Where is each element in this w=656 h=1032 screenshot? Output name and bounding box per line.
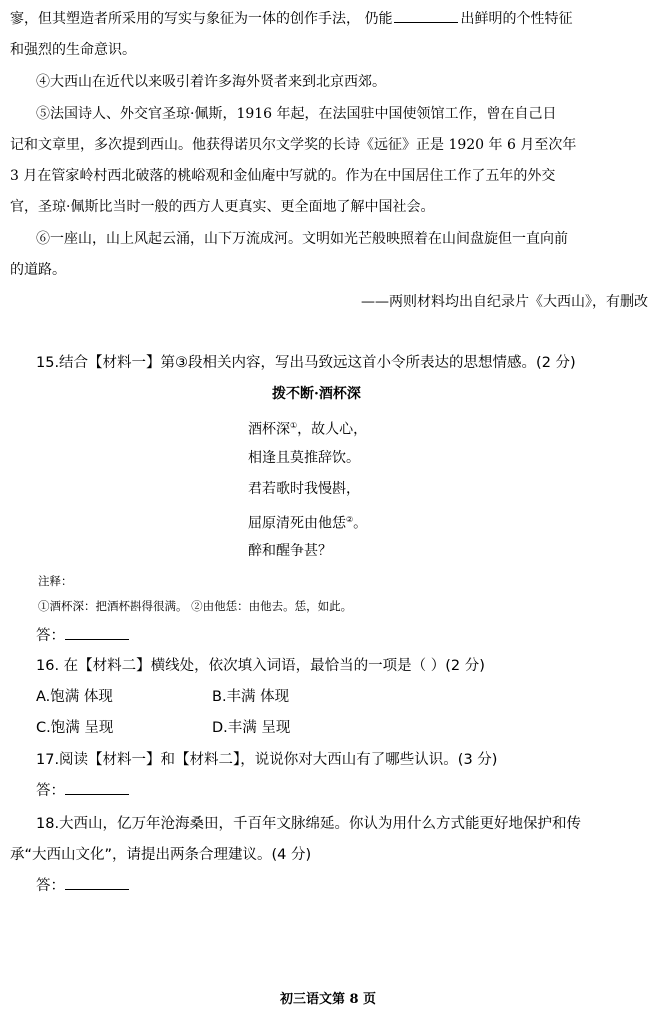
note-text: ①酒杯深：把酒杯斟得很满。 ②由他恁：由他去。恁，如此。 <box>38 599 353 613</box>
poem-line: 相逢且莫推辞饮。 <box>248 450 360 466</box>
question-18-cont: 承“大西山文化”，请提出两条合理建议。(4 分) <box>10 847 312 863</box>
option-a: A.饱满 体现 <box>36 689 113 705</box>
answer-line: 答： <box>36 875 129 897</box>
page-footer: 初三语文第 8 页 <box>279 992 377 1007</box>
poem-title: 拨不断·酒杯深 <box>272 386 361 402</box>
question-18: 18.大西山，亿万年沧海桑田，千百年文脉绵延。你认为用什么方式能更好地保护和传 <box>36 816 582 832</box>
option-d: D.丰满 呈现 <box>212 720 291 736</box>
source-note: ——两则材料均出自纪录片《大西山》，有删改 <box>361 294 648 310</box>
answer-line: 答： <box>36 625 129 647</box>
poem-line: 酒杯深①，故人心， <box>248 421 368 438</box>
answer-blank[interactable] <box>65 625 129 640</box>
paragraph-line: 的道路。 <box>10 262 66 278</box>
option-b: B.丰满 体现 <box>212 689 290 705</box>
paragraph-line: ⑥一座山，山上风起云涌，山下万流成河。文明如光芒般映照着在山间盘旋但一直向前 <box>36 231 568 247</box>
paragraph-line: 3 月在管家岭村西北破落的桃峪观和金仙庵中写就的。作为在中国居住工作了五年的外交 <box>10 168 556 184</box>
paragraph-line: 记和文章里，多次提到西山。他获得诺贝尔文学奖的长诗《远征》正是 1920 年 6 月至次年 <box>10 137 577 153</box>
paragraph-line: 寥，但其塑造者所采用的写实与象征为一体的创作手法， 仍能 出鲜明的个性特征 <box>10 8 572 30</box>
option-c: C.饱满 呈现 <box>36 720 114 736</box>
question-15: 15.结合【材料一】第③段相关内容，写出马致远这首小令所表达的思想情感。(2 分) <box>36 355 576 371</box>
question-17: 17.阅读【材料一】和【材料二】，说说你对大西山有了哪些认识。(3 分) <box>36 752 498 768</box>
answer-line: 答： <box>36 780 129 802</box>
poem-line: 屈原清死由他恁②。 <box>248 515 368 532</box>
answer-blank[interactable] <box>65 780 129 795</box>
paragraph-line: ⑤法国诗人、外交官圣琼·佩斯，1916 年起，在法国驻中国使领馆工作，曾在自己日 <box>36 106 557 122</box>
paragraph-line: 官，圣琼·佩斯比当时一般的西方人更真实、更全面地了解中国社会。 <box>10 199 435 215</box>
poem-line: 醉和醒争甚？ <box>248 543 332 559</box>
fill-blank <box>394 8 458 23</box>
poem-line: 君若歌时我慢斟， <box>248 481 360 497</box>
paragraph-line: 和强烈的生命意识。 <box>10 42 136 58</box>
answer-blank[interactable] <box>65 875 129 890</box>
question-16: 16. 在【材料二】横线处，依次填入词语，最恰当的一项是（ ）(2 分) <box>36 658 485 674</box>
note-label: 注释： <box>38 574 73 588</box>
paragraph-line: ④大西山在近代以来吸引着许多海外贤者来到北京西郊。 <box>36 74 386 90</box>
